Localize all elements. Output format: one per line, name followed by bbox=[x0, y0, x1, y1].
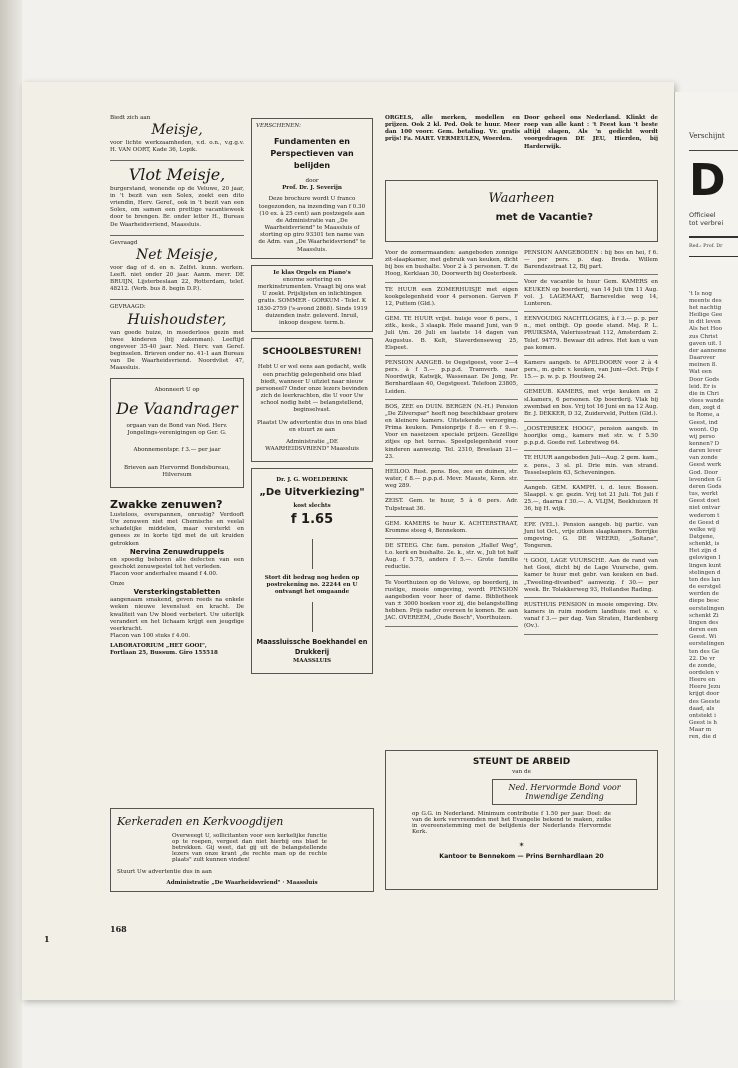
col3-ad-text: Voor de zomermaanden: aangeboden zonnige zit-slaapkamer, met gebruik van keuken, dicht bij bos en bushalte. Voor 2 à 3 personen. T. de Hoog, Kerklaan 30, Doorwerth bij Oosterbeek. bbox=[385, 250, 518, 278]
col4-ad bbox=[524, 389, 658, 422]
col3-ad-text: GEM. KAMERS te huur K. ACHTERSTRAAT, Kromme steeg 4, Bennekom. bbox=[385, 520, 518, 534]
next-page-line: werden de bbox=[689, 591, 719, 598]
ad-verschenen-author: Prof. Dr. J. Severijn bbox=[282, 185, 342, 192]
col3-ad bbox=[385, 521, 518, 539]
next-page-line: zus Christ bbox=[689, 333, 718, 340]
ad-school-admin: Administratie „DE WAARHEIDSVRIEND" Maassluis bbox=[265, 438, 359, 453]
next-page-line: Geest. Wi bbox=[689, 634, 717, 641]
star-ornament: ✶ bbox=[518, 841, 525, 849]
rule-decor bbox=[312, 602, 313, 632]
ad-zenuwen bbox=[110, 498, 244, 658]
ad-zenuwen-price2: Flacon van 100 stuks f 4.00. bbox=[110, 633, 191, 640]
column-1 bbox=[110, 115, 244, 664]
ad-steun-van: van de bbox=[512, 769, 531, 775]
ad-steunt-de-arbeid bbox=[385, 750, 658, 890]
column-3-ads bbox=[385, 250, 518, 631]
next-page-line: levenden G bbox=[689, 476, 721, 483]
col4-ad bbox=[524, 316, 658, 356]
rule-decor bbox=[312, 539, 313, 569]
next-page-line: het nachtig bbox=[689, 305, 722, 312]
col4-ad bbox=[524, 558, 658, 598]
next-page-line: meente des bbox=[689, 297, 722, 304]
ad-meisje-body: voor lichte werkzaamheden, v.d. o.n., v.g.g.v. H. VAN OORT, Kade 36, Lopik. bbox=[110, 140, 244, 154]
margin-marker: 1 bbox=[44, 934, 50, 944]
next-page-column bbox=[675, 291, 738, 742]
ad-zenuwen-onze: Onze bbox=[110, 581, 125, 588]
col4-ad-text: RUSTHUIS PENSION in mooie omgeving. Div. kamers in ruim modern landhuis met e. v. vanaf f 3.— per dag. Van Straten, Hardenberg (Ov.). bbox=[524, 601, 658, 630]
next-page-line: Door Gods bbox=[689, 376, 719, 383]
ad-schoolbesturen bbox=[251, 338, 373, 462]
next-page-line: God. Door bbox=[689, 469, 718, 476]
next-page-line: deren een bbox=[689, 627, 718, 634]
col4-ad-text: EENVOUDIG NACHTLOGIES, à f 3.— p. p. per n., met ontbijt. Op goede stand. Mej. P. L. PRUIKSMA, Valeriusstraat 112, Amsterdam 2. Telef. 94779. Bewaar dit adres. Het kan u van pas komen. bbox=[524, 316, 658, 351]
next-page-line: Geest doet bbox=[689, 498, 720, 505]
next-page-line: des Geeste bbox=[689, 698, 721, 705]
ad-vlot-meisje bbox=[110, 165, 244, 228]
ad-kerkeraden bbox=[110, 808, 374, 892]
next-page-sub2: tot verbrei bbox=[689, 219, 724, 228]
divider bbox=[110, 299, 244, 300]
ad-zenuwen-lab: LABORATORIUM „HET GOOI", bbox=[110, 643, 207, 650]
next-page-line: Als het Hoo bbox=[689, 326, 723, 333]
ad-kerkeraden-admin: Administratie „De Waarheidsvriend" · Maassluis bbox=[166, 880, 318, 886]
ad-uitverkiezing-author: Dr. J. G. WOELDERINK bbox=[276, 477, 348, 484]
next-page-line: 22. De vr bbox=[689, 655, 716, 662]
column-4 bbox=[524, 115, 658, 157]
next-page-line: gaven uit. I bbox=[689, 340, 722, 347]
col3-ad-text: Te Voorthuizen op de Veluwe, op boerderij, in rustige, mooie omgeving, wordt PENSION aangeboden voor heer of dame. Bibliotheek van ± 3000 boeken voor zij, die belangstelling hebben. Prijs nader overeen te komen. Br. aan JAC. OVEREEM, „Oude Bosch", Voorthuizen. bbox=[385, 579, 518, 622]
col4-ad bbox=[524, 485, 658, 518]
col3-ad-text: PENSION AANGEB. te Oegstgeest, voor 2—4 pers. à f 5.— p.p.p.d. Tramverb. naar Noordwijk, Katwijk, Wassenaar. De Jong, Pr. Bernhardlaan 40, Oegstgeest. Telefoon 23805, Leiden. bbox=[385, 359, 518, 395]
col3-ad-text: BOS, ZEE en DUIN. BERGEN (N.-H.) Pension „De Zilverspar" heeft nog beschikbaar grotere en kleinere kamers. Uitstekende verzorging. Prima keuken. Pensionprijs f 8.— en f 9.—. Voor en naseizoen speciale prijzen. Gezellige zitjes op het terras. Speelgelegenheid voor kinderen aanwezig. Tel. 2310, Breelaan 21—23. bbox=[385, 403, 518, 460]
ad-vaandrager-title: De Vaandrager bbox=[116, 398, 238, 418]
col3-ad-text: TE HUUR een ZOMERHUISJE met eigen kookgelegenheid voor 4 personen. Gerven F 12, Puttem (Gld.). bbox=[385, 286, 518, 307]
next-page-line: Geest is h bbox=[689, 720, 718, 727]
col3-ad bbox=[385, 543, 518, 576]
ad-steun-body: op G.G. in Nederland. Minimum contributie f 1.50 per jaar. Doel: de van de kerk vervreemden met het Evangelie bekend te maken, zulks in overeenstemming met de belijdenis der Nederlands Hervormde Kerk. bbox=[412, 811, 611, 835]
next-page-line: die in Chri bbox=[689, 390, 719, 397]
ad-verschenen bbox=[251, 118, 373, 259]
next-page-line: Datgene, bbox=[689, 534, 715, 541]
next-page-rule3 bbox=[689, 256, 738, 257]
ad-school-body2: Plaatst Uw advertentie dus in ons blad en stuurt ze aan bbox=[257, 419, 367, 433]
ad-vaandrager-desc: orgaan van de Bond van Ned. Herv. Jongelings-verenigingen op Ger. G. bbox=[126, 423, 228, 437]
next-page-line: Heere en bbox=[689, 677, 716, 684]
ad-vaandrager-intro: Abonneert U op bbox=[154, 387, 200, 394]
col4-ad bbox=[524, 250, 658, 275]
ad-jeu-text: Door geheel ons Nederland. Klinkt de roep van alle kant : 't Feest kan 't beste altijd slagen, Als 'n gedicht wordt voorgedragen DE JEU, Hierden, bij Harderwijk. bbox=[524, 115, 658, 150]
ad-orgels-body: enorme sortering en merkinstrumenten. Vraagt bij ons wat U zoekt. Prijslijsten en inlichtingen gratis. SOMMER - GORKUM - Telef. K 1830-2759 ('s-avond 2868). Sinds 1919 duizenden instr. geleverd. Inruil, inkoop desgew. term.b. bbox=[256, 276, 368, 326]
next-page-line: daad, als bbox=[689, 705, 715, 712]
next-page-line: daren lever bbox=[689, 448, 722, 455]
col4-ad-text: „OOSTERBEEK HOOG", pension aangeb. in hoorijke omg., kamers met str. w. f 5.50 p.p.p.d. Goede ref. Lebretweg 64. bbox=[524, 425, 658, 447]
ad-steun-footer: Kantoor te Bennekom — Prins Bernhardlaan 20 bbox=[439, 853, 604, 860]
ad-steun-bond: Ned. Hervormde Bond voor Inwendige Zending bbox=[492, 779, 637, 805]
next-page-line: Geest werk bbox=[689, 462, 722, 469]
next-page-line: 't Is nog bbox=[689, 290, 712, 297]
col4-ad-text: Kamers aangeb. te APELDOORN voor 2 à 4 pers., m. gebr. v. keuken, van Juni—Oct. Prijs f 15.— p. w. p. p. Houtweg 24. bbox=[524, 359, 658, 381]
next-page-line: ten des lan bbox=[689, 576, 721, 583]
col4-ad-text: Voor de vacantie te huur Gem. KAMERS en KEUKEN op boerderij, van 14 Juli t/m 11 Aug. vol. J. LAGEMAAT, Barneveldse weg 14, Lunteren. bbox=[524, 279, 658, 307]
ad-zenuwen-product2: Versterkingstabletten bbox=[133, 588, 221, 597]
next-page-line: ten des Ge bbox=[689, 648, 720, 655]
ad-zenuwen-title: Zwakke zenuwen? bbox=[110, 497, 223, 511]
next-page-line: tus, werkt bbox=[689, 491, 718, 498]
col4-ad-text: EPE (VEL.). Pension aangeb. bij partic. van Juni tot Oct., vrije zitken slaapkamers. Borrijke omgeving. G. DE WEERD, „Soltane", Tongeren. bbox=[524, 521, 658, 549]
ad-verschenen-door: door bbox=[305, 178, 319, 185]
next-page-editor: Red.: Prof. Dr bbox=[689, 243, 723, 249]
next-page-line: deren Gods bbox=[689, 483, 722, 490]
col4-ad-text: PENSION AANGEBODEN : bij bos en hei, f 6.— per pers. p. dag. Breda. Willem Barendszstraat 12, Bij part. bbox=[524, 250, 658, 271]
next-page-line: vlees wande bbox=[689, 398, 724, 405]
next-page-line: meinen 8. bbox=[689, 362, 718, 369]
next-page-masthead-letter: D bbox=[689, 154, 726, 206]
next-page-line: niet ontvar bbox=[689, 505, 721, 512]
ad-zenuwen-product: Nervina Zenuwdruppels bbox=[129, 547, 225, 556]
col3-ad-text: DE STEEG. Chr. fam. pension „Hallef Weg", t.o. kerk en bushalte. 2e. k., str. w., Juli tot half Aug. f 5.75, anders f 5.—. Grote familie reductie. bbox=[385, 543, 518, 571]
next-page-sub1: Officieel bbox=[689, 210, 716, 219]
col3-ad bbox=[385, 580, 518, 627]
col4-ad-text: TE HUUR aangeboden Juli—Aug. 2 gem. kam., z. pens., 3 sl. pl. Drie min. van strand. Tesselseplein 63, Scheveningen. bbox=[524, 455, 658, 476]
col3-ad bbox=[385, 287, 518, 312]
ad-orgels-top-text: ORGELS, alle merken, modellen en prijzen. Ook 2 kl. Ped. Ook te huur. Meer dan 100 voorr. Gem. betaling. Vr. gratis prijs! Fa. MART. VERMEULEN, Woerden. bbox=[385, 115, 520, 143]
next-page-line: van zonde bbox=[689, 455, 718, 462]
column-3 bbox=[385, 115, 520, 150]
next-page-line: wij perso bbox=[689, 433, 715, 440]
col3-ad bbox=[385, 404, 518, 465]
next-page-line: de eerstgel bbox=[689, 584, 721, 591]
col3-ad bbox=[385, 360, 518, 400]
next-page-line: schenkt, is bbox=[689, 541, 720, 548]
binder-edge bbox=[0, 0, 22, 1068]
next-page-line: den, zegt d bbox=[689, 405, 721, 412]
ad-zenuwen-price: Flacon voor anderhalve maand f 4.00. bbox=[110, 571, 218, 577]
col4-ad bbox=[524, 360, 658, 385]
divider bbox=[110, 160, 244, 161]
next-page-line: de zonde, bbox=[689, 662, 717, 669]
col4-ad bbox=[524, 522, 658, 555]
ad-school-body: Hebt U er wel eens aan gedacht, welk een prachtig gelegenheid ons blad biedt, wanneer U uitziet naar nieuw personeel? Onder onze lezers bevinden zich de leerkrachten, die U voor Uw school nodig hebt — belangstellend, beginselvast. bbox=[256, 364, 368, 414]
ad-uitverkiezing-body: Stort dit bedrag nog heden op postrekening no. 22244 en U ontvangt het omgaande bbox=[264, 574, 360, 596]
col3-ad-text: HEILOO. Rust. pens. Bos, zee en duinen, str. water, f 8.— p.p.p.d. Mevr. Mauste, Kenn. str. weg 289. bbox=[385, 468, 518, 490]
next-page-line: ontstekt i bbox=[689, 712, 716, 719]
next-page-line: krijgt door bbox=[689, 691, 720, 698]
column-4-ads bbox=[524, 250, 658, 639]
ad-kerkeraden-body: Overweegt U, sollicitanten voor een kerkelijke functie op te roepen, vergeet dan niet hierbij ons blad te betrekken. Gij weet, dat gij uit de belangstellende lezers van onze krant „de rechte man op de rechte plaats" zult kunnen vinden! bbox=[172, 833, 327, 863]
divider bbox=[110, 235, 244, 236]
next-page-line: Heere Jezu bbox=[689, 684, 721, 691]
next-page-line: stelingen d bbox=[689, 569, 721, 576]
ad-vaandrager bbox=[110, 378, 244, 487]
ad-zenuwen-lab-address: Fortlaan 25, Bussum. Giro 155518 bbox=[110, 650, 218, 657]
ad-vlot-body: burgerstand, wonende op de Veluwe, 20 jaar, in 't bezit van een Solex, zoekt een dito vriendin, Herv. Geref., ook in 't bezit van een Solex, om samen een prettige vacantieweek door te brengen. Br. onder letter H., Bureau De Waarheidsvriend, Maassluis. bbox=[110, 185, 244, 228]
ad-kerkeraden-body2: Stuurt Uw advertentie dus in aan bbox=[117, 869, 212, 875]
col3-ad bbox=[385, 498, 518, 516]
col3-ad-text: ZEIST. Gem. te huur, 5 à 6 pers. Adr. Tulpstraat 36. bbox=[385, 498, 518, 512]
next-page-line: Wat een bbox=[689, 369, 712, 376]
next-page-line: schenkt Zi bbox=[689, 612, 719, 619]
ad-net-body: voor dag of d. en n. Zelfst. kunn. werken. Leeft. niet onder 20 jaar. Aanm. mevr. DE BRUIJN, Lijsterbeslaan 22, Rotterdam, telef. 48212. (Verb. bus 8. begin D.P.). bbox=[110, 264, 244, 293]
next-page-line: Geest, ind bbox=[689, 419, 718, 426]
ad-huishoudster-body: van goede huize, in moederloos gezin met twee kinderen (bij zakenman). Leeftijd ongeveer 35-40 jaar. Ned. Herv. van Geref. beginselen. Brieven onder no. 41-1 aan Bureau van De Waarheidsvriend. Noordvliet 47, Maassluis. bbox=[110, 329, 244, 372]
ad-net-meisje bbox=[110, 240, 244, 294]
ad-meisje-intro: Biedt zich aan bbox=[110, 115, 151, 121]
ad-zenuwen-body2: en spoedig behoren alle defecten van een geschokt zenuwgestel tot het verleden. bbox=[110, 556, 244, 570]
ad-vaandrager-price: Abonnementspr. f 3.— per jaar bbox=[133, 447, 221, 454]
ad-net-intro: Gevraagd bbox=[110, 239, 138, 246]
waarheen-subtitle: met de Vacantie? bbox=[495, 212, 593, 223]
col4-ad bbox=[524, 279, 658, 312]
ad-vlot-title: Vlot Meisje, bbox=[128, 165, 226, 185]
next-page-line: te Rome, a bbox=[689, 412, 720, 419]
col4-ad-text: Aangeb. GEM. KAMPH. i. d. leuv. Bossen. Slaappl. v. gr. gezin. Vrij tot 21 Juli. Tot Juli f 25.—, daarna f 30.—. A. VLIJM, Beekhuizen H 36, bij H. wijk. bbox=[524, 484, 658, 513]
next-page-rule bbox=[689, 150, 738, 151]
ad-orgels-title: Ie klas Orgels en Piano's bbox=[273, 269, 351, 276]
ad-steun-title: STEUNT DE ARBEID bbox=[472, 757, 571, 767]
col4-ad bbox=[524, 426, 658, 451]
next-page-line: eerstelingen bbox=[689, 605, 725, 612]
ad-net-title: Net Meisje, bbox=[136, 246, 218, 263]
next-page-line: in dit leven bbox=[689, 319, 721, 326]
ad-huishoudster-intro: GEVRAAGD: bbox=[110, 304, 146, 311]
ad-vaandrager-address: Brieven aan Hervormd Bondsbureau, Hilversum bbox=[124, 464, 230, 478]
next-page-rule2 bbox=[689, 236, 738, 238]
ad-verschenen-label: VERSCHENEN: bbox=[256, 123, 301, 129]
next-page-line: oordelen v bbox=[689, 669, 719, 676]
next-page-line: woont. Op bbox=[689, 426, 719, 433]
ad-jeu bbox=[524, 115, 658, 151]
ad-orgels-top bbox=[385, 115, 520, 144]
next-page-line: eerstelingen bbox=[689, 641, 725, 648]
next-page-line: welke wij bbox=[689, 526, 716, 533]
ad-verschenen-title: Fundamenten en Perspectieven van belijden bbox=[270, 137, 354, 171]
next-page-line: lingen des bbox=[689, 619, 719, 626]
col4-ad-text: 't GOOI, LAGE VUURSCHE. Aan de rand van het Gooi, dicht bij de Lage Vuursche, gem. kamer te huur met gebr. van keuken en bad. „Tweeling-divanbed" aanwezig. f 30.— per week. Br. Tolakkerweg 93, Hollandse Rading. bbox=[524, 558, 658, 593]
ad-huishoudster-title: Huishoudster, bbox=[127, 311, 227, 328]
next-page-line: kennen? D bbox=[689, 440, 720, 447]
next-page-line: wederom t bbox=[689, 512, 720, 519]
col3-ad bbox=[385, 250, 518, 283]
next-page-strip bbox=[674, 92, 738, 1000]
next-page-line: Heilige Gee bbox=[689, 312, 723, 319]
col4-ad-text: GEMEUB. KAMERS, met vrije keuken en 2 sl.kamers, 6 personen. Op boerderij. Vlak bij zwembad en bos. Vrij tot 16 Juni en na 12 Aug. Br. J. DEKKER, D 32, Zuiderveld, Putten (Gld.). bbox=[524, 389, 658, 417]
ad-orgels-piano bbox=[251, 265, 373, 332]
next-page-line: lingen kunt bbox=[689, 562, 722, 569]
ad-uitverkiezing-publisher: Maassluissche Boekhandel en Drukkerij bbox=[256, 638, 368, 657]
page-number: 168 bbox=[110, 924, 127, 934]
col3-ad bbox=[385, 469, 518, 494]
next-page-line: Maar m bbox=[689, 727, 712, 734]
next-page-line: Daarover bbox=[689, 355, 716, 362]
ad-huishoudster bbox=[110, 304, 244, 372]
ad-uitverkiezing bbox=[251, 468, 373, 674]
next-page-line: leid. Er is bbox=[689, 383, 717, 390]
next-page-line: der aanneme bbox=[689, 347, 727, 354]
col4-ad bbox=[524, 602, 658, 635]
ad-verschenen-body: Deze brochure wordt U franco toegezonden, na inzending van f 0.30 (10 ex. à 25 cent) aan postzegels aan de Administratie van „De Waarheidsvriend" te Maassluis of storting op giro 93301 ten name van de Adm. van „De Waarheidsvriend" te Maassluis. bbox=[258, 196, 366, 253]
next-page-line: diepe besc bbox=[689, 598, 720, 605]
col4-ad bbox=[524, 455, 658, 480]
ad-uitverkiezing-title: „De Uitverkiezing" bbox=[259, 487, 365, 499]
next-page-line: gelovigen I bbox=[689, 555, 721, 562]
next-page-line: de Geest d bbox=[689, 519, 720, 526]
col3-ad-text: GEM. TE HUUR vrijst. huisje voor 6 pers., 1 zitk., kesk., 3 slaapk. Hele maand Juni, van 9 Juli t/m. 26 Juli en laatste 14 dagen van Augustus. B. Kelt, Staverdenseweg 25, Elspeet. bbox=[385, 316, 518, 351]
waarheen-box bbox=[385, 180, 658, 242]
vacantie-header bbox=[385, 180, 658, 248]
next-page-line: Het zijn d bbox=[689, 548, 717, 555]
ad-zenuwen-body3: aangenaam smakend, geven reeds na enkele weken nieuwe levenslust en kracht. De kwaliteit van Uw bloed verbetert. Uw uiterlijk verandert en het lichaam krijgt een jeugdige veerkracht. bbox=[110, 597, 244, 632]
ad-uitverkiezing-price: f 1.65 bbox=[290, 512, 334, 528]
ad-kerkeraden-title: Kerkeraden en Kerkvoogdijen bbox=[117, 815, 284, 828]
next-page-header: Verschijnt bbox=[689, 132, 725, 140]
col3-ad bbox=[385, 316, 518, 356]
ad-zenuwen-body: Lusteloos, overspannen, onrustig? Verdooft Uw zenuwen niet met Chemische en veelal schadelijke middelen, maar versterkt en genees ze in korte tijd met de uit kruiden getrokken bbox=[110, 511, 244, 547]
next-page-line: ren, die d bbox=[689, 734, 717, 741]
ad-uitverkiezing-city: MAASSLUIS bbox=[293, 658, 331, 665]
column-2 bbox=[251, 118, 373, 680]
ad-meisje-title: Meisje, bbox=[151, 122, 203, 139]
ad-uitverkiezing-kost: kost slechts bbox=[293, 503, 331, 510]
ad-school-title: SCHOOLBESTUREN! bbox=[262, 346, 362, 357]
waarheen-title: Waarheen bbox=[488, 191, 555, 206]
ad-meisje bbox=[110, 115, 244, 154]
